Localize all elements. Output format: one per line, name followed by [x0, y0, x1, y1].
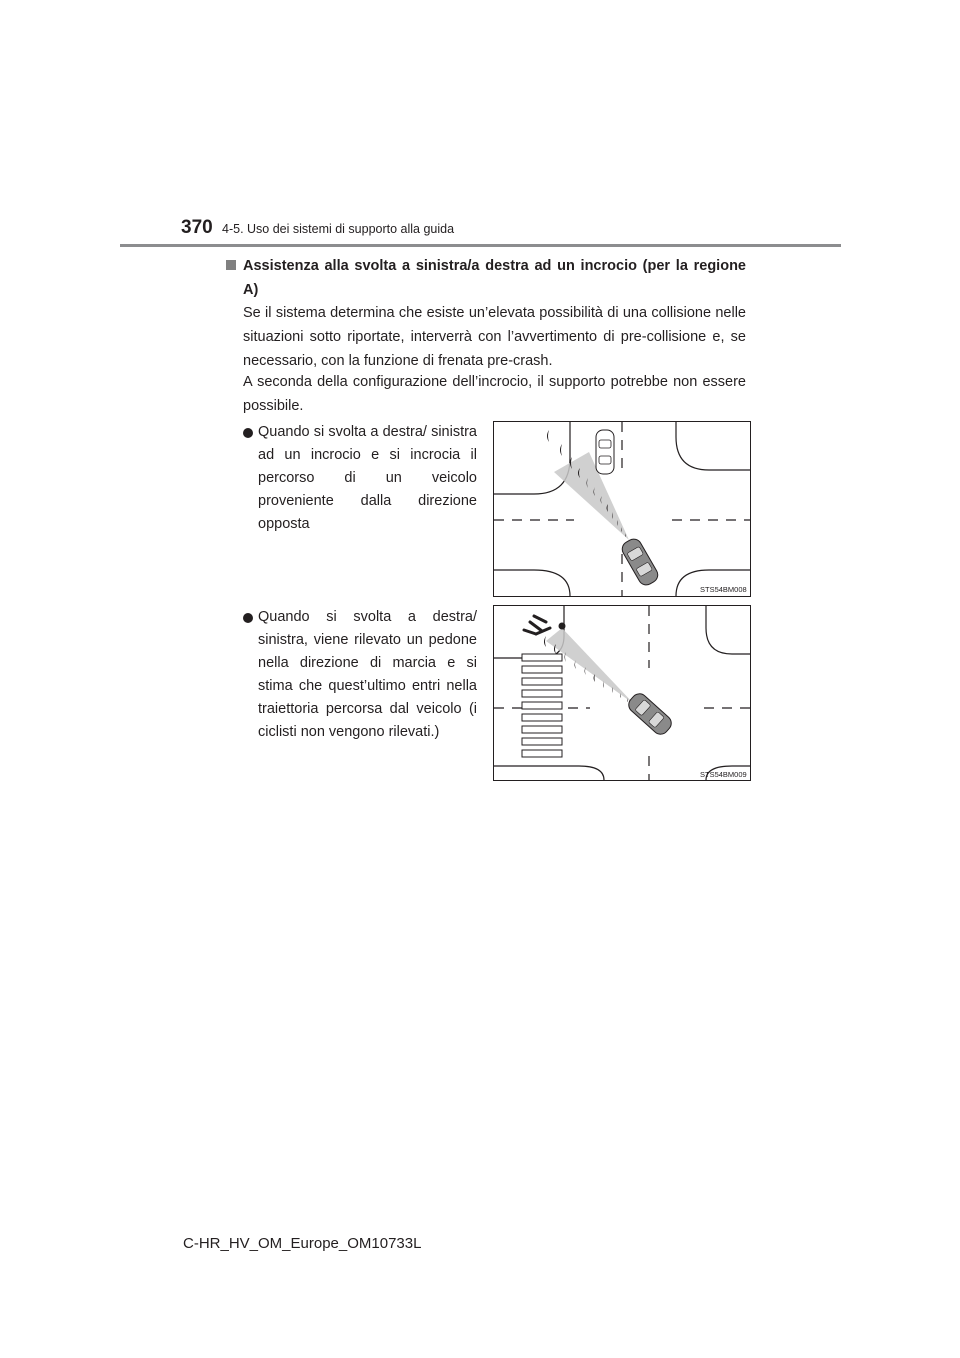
illustration-oncoming-vehicle [493, 421, 751, 597]
figure-code: STS54BM009 [700, 770, 747, 779]
section-title: 4-5. Uso dei sistemi di supporto alla guida [222, 222, 455, 236]
bullet-text-oncoming-vehicle: Quando si svolta a destra/ sinistra ad un incrocio e si incrocia il percorso di un veicolo proveniente dalla direzione opposta [258, 424, 477, 532]
bullet-icon [243, 428, 253, 438]
figure-code: STS54BM008 [700, 585, 747, 594]
bullet-text-pedestrian: Quando si svolta a destra/ sinistra, viene rilevato un pedone nella direzione di marcia e si stima che quest’ultimo entri nella traiettoria percorsa dal veicolo (i ciclisti non vengono rilevati.) [258, 609, 477, 740]
paragraph-note: A seconda della configurazione dell’incrocio, il supporto potrebbe non essere possibile. [243, 374, 746, 414]
heading-square-icon [226, 260, 236, 270]
header-rule [120, 244, 841, 247]
paragraph-description: Se il sistema determina che esiste un’elevata possibilità di una collisione nelle situazioni sotto riportate, interverrà con l’avvertimento di pre-collisione e, se necessario, con la funzione di frenata pre-crash. [243, 305, 746, 369]
document-id: C-HR_HV_OM_Europe_OM10733L [183, 1235, 422, 1252]
section-heading: Assistenza alla svolta a sinistra/a destra ad un incrocio (per la regione A) [243, 258, 746, 298]
bullet-icon [243, 613, 253, 623]
illustration-pedestrian [493, 605, 751, 781]
page-number: 370 [181, 217, 213, 238]
